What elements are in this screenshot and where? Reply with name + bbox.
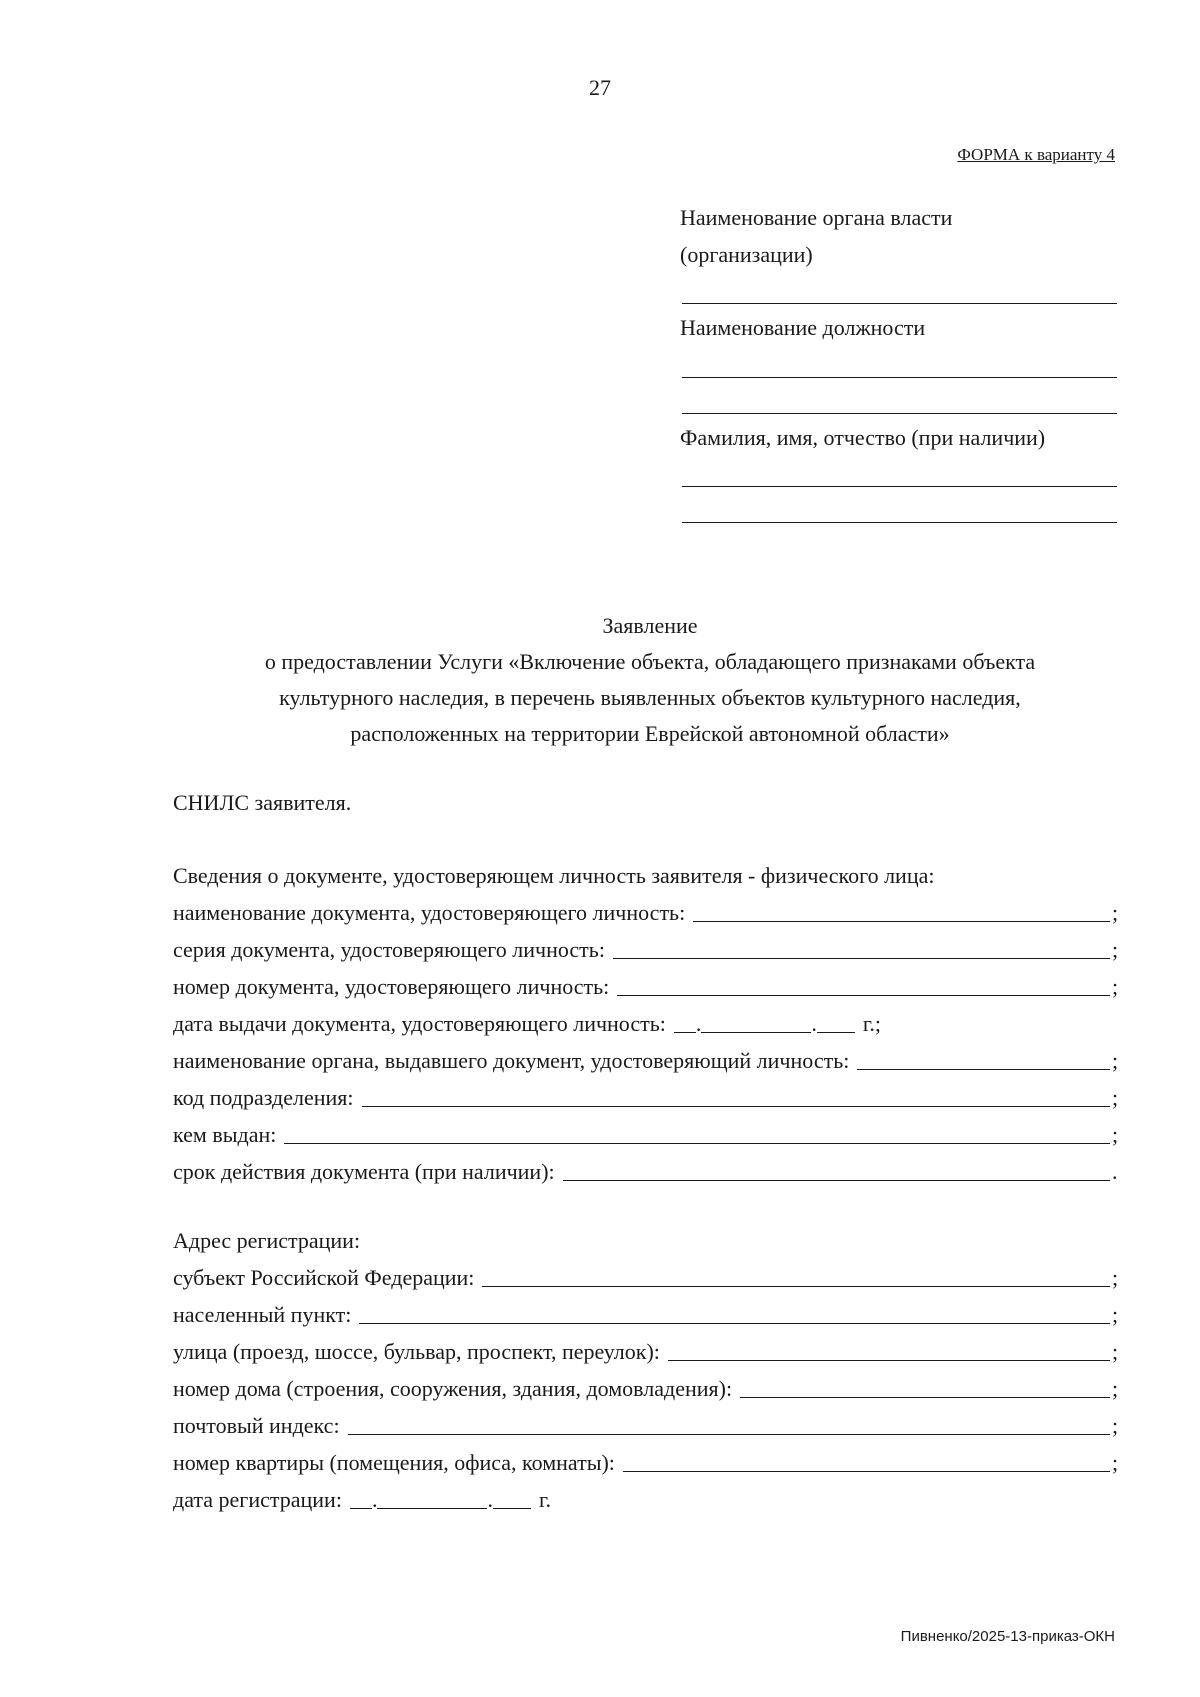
title-line-4: расположенных на территории Еврейской автономной области» [350, 721, 950, 746]
punct: ; [1112, 1339, 1119, 1364]
field-issued-by-label: кем выдан: [173, 1122, 277, 1147]
field-issue-date-label: дата выдачи документа, удостоверяющего личность: [173, 1011, 666, 1036]
field-validity-line[interactable] [563, 1179, 1110, 1181]
field-street [173, 1333, 1120, 1370]
punct: ; [1112, 1122, 1119, 1147]
addressee-fio-line-2 [682, 522, 1117, 523]
page-number: 27 [589, 75, 611, 100]
punct: . [371, 1487, 378, 1512]
issue-date-month-line[interactable] [701, 1031, 811, 1033]
form-label: ФОРМА к варианту 4 [957, 145, 1115, 164]
field-apartment-line[interactable] [623, 1470, 1110, 1472]
punct: . [1112, 1159, 1118, 1184]
addressee-position-line-1 [682, 377, 1117, 378]
field-issuer-line[interactable] [857, 1068, 1110, 1070]
reg-date-year-line[interactable] [493, 1507, 531, 1509]
field-series-label: серия документа, удостоверяющего личность: [173, 937, 605, 962]
field-street-line[interactable] [668, 1359, 1110, 1361]
field-street-label: улица (проезд, шоссе, бульвар, проспект, переулок): [173, 1339, 660, 1364]
field-reg-date-label: дата регистрации: [173, 1487, 342, 1512]
reg-date-suffix: г. [538, 1487, 551, 1512]
field-number-line[interactable] [617, 994, 1110, 996]
field-issuer [173, 1042, 1120, 1079]
field-doc-name-line[interactable] [693, 920, 1110, 922]
field-number-label: номер документа, удостоверяющего личность: [173, 974, 610, 999]
addressee-fio-line-1 [682, 486, 1117, 487]
field-locality [173, 1296, 1120, 1333]
punct: . [811, 1011, 817, 1036]
field-issue-date [173, 1005, 1120, 1042]
addressee-org [680, 199, 1120, 273]
field-issuer-label: наименование органа, выдавшего документ, удостоверяющий личность: [173, 1048, 850, 1073]
field-postcode-line[interactable] [348, 1433, 1110, 1435]
field-postcode [173, 1407, 1120, 1444]
addressee-org-line1: Наименование органа власти [680, 205, 953, 230]
title-line-3: культурного наследия, в перечень выявленных объектов культурного наследия, [279, 685, 1021, 710]
field-reg-date [173, 1481, 1120, 1518]
field-validity [173, 1153, 1120, 1190]
field-region [173, 1259, 1120, 1296]
field-apartment-label: номер квартиры (помещения, офиса, комнаты): [173, 1450, 615, 1475]
address-section [173, 1222, 1120, 1518]
field-number [173, 968, 1120, 1005]
field-series-line[interactable] [613, 957, 1110, 959]
reg-date-day-line[interactable] [350, 1507, 372, 1509]
address-heading [173, 1222, 1120, 1259]
identity-heading [173, 857, 1120, 894]
punct: ; [1112, 1085, 1119, 1110]
punct: ; [1112, 1450, 1119, 1475]
punct: ; [1112, 1413, 1119, 1438]
punct: ; [1112, 937, 1119, 962]
field-house-label: номер дома (строения, сооружения, здания, домовладения): [173, 1376, 733, 1401]
snils-label: СНИЛС заявителя. [173, 790, 352, 815]
field-division-code [173, 1079, 1120, 1116]
field-doc-name [173, 894, 1120, 931]
punct: ; [1112, 900, 1119, 925]
field-division-code-line[interactable] [362, 1105, 1110, 1107]
issue-date-suffix: г.; [862, 1011, 882, 1036]
field-house-line[interactable] [740, 1396, 1110, 1398]
field-issued-by [173, 1116, 1120, 1153]
field-locality-line[interactable] [359, 1322, 1110, 1324]
addressee-org-line [682, 303, 1117, 304]
document-title [200, 608, 1100, 752]
reg-date-month-line[interactable] [377, 1507, 487, 1509]
punct: ; [1112, 1302, 1119, 1327]
field-doc-name-label: наименование документа, удостоверяющего личность: [173, 900, 686, 925]
punct: ; [1112, 1376, 1119, 1401]
field-apartment [173, 1444, 1120, 1481]
addressee-fio: Фамилия, имя, отчество (при наличии) [680, 425, 1046, 450]
issue-date-day-line[interactable] [674, 1031, 696, 1033]
field-division-code-label: код подразделения: [173, 1085, 354, 1110]
title-line-1: Заявление [602, 613, 698, 638]
address-heading-text: Адрес регистрации: [173, 1228, 361, 1253]
punct: . [487, 1487, 493, 1512]
footer-reference: Пивненко/2025-13-приказ-ОКН [900, 1628, 1115, 1645]
punct: ; [1112, 1265, 1119, 1290]
addressee-position: Наименование должности [680, 315, 926, 340]
field-issued-by-line[interactable] [284, 1142, 1110, 1144]
identity-section [173, 857, 1120, 1190]
field-validity-label: срок действия документа (при наличии): [173, 1159, 555, 1184]
issue-date-year-line[interactable] [817, 1031, 855, 1033]
punct: ; [1112, 974, 1119, 999]
field-region-line[interactable] [482, 1285, 1110, 1287]
field-house [173, 1370, 1120, 1407]
field-series [173, 931, 1120, 968]
field-postcode-label: почтовый индекс: [173, 1413, 340, 1438]
field-locality-label: населенный пункт: [173, 1302, 352, 1327]
addressee-position-line-2 [682, 413, 1117, 414]
field-region-label: субъект Российской Федерации: [173, 1265, 475, 1290]
punct: . [695, 1011, 702, 1036]
addressee-org-line2: (организации) [680, 242, 813, 267]
punct: ; [1112, 1048, 1119, 1073]
title-line-2: о предоставлении Услуги «Включение объекта, обладающего признаками объекта [264, 649, 1036, 674]
identity-heading-text: Сведения о документе, удостоверяющем личность заявителя - физического лица: [173, 863, 935, 888]
